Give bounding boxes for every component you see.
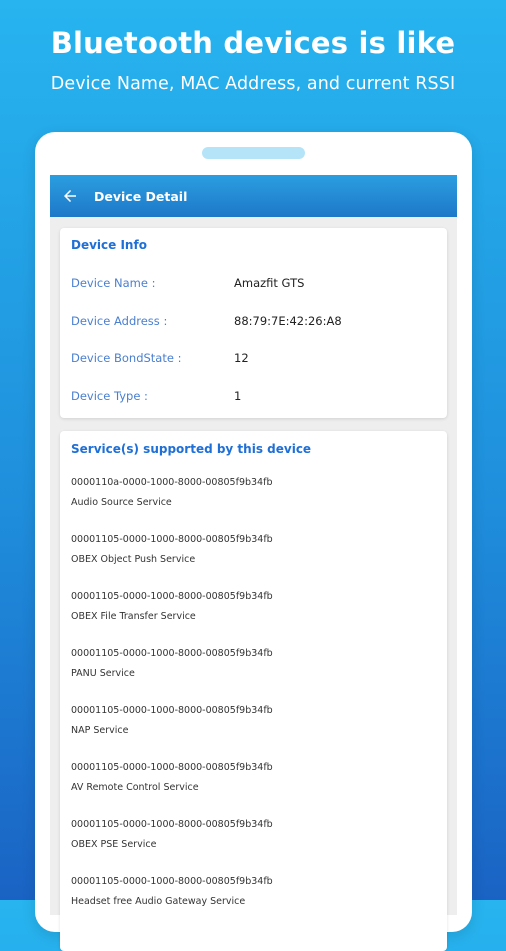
service-uuid: 00001105-0000-1000-8000-00805f9b34fb [71,819,273,830]
info-value: Amazfit GTS [234,276,305,290]
info-row-device-type [71,389,441,409]
service-uuid: 00001105-0000-1000-8000-00805f9b34fb [71,648,273,659]
service-uuid: 00001105-0000-1000-8000-00805f9b34fb [71,534,273,545]
info-label: Device BondState : [71,351,182,365]
info-row-bond-state [71,351,441,371]
service-uuid: 00001105-0000-1000-8000-00805f9b34fb [71,762,273,773]
list-item[interactable] [71,477,431,508]
app-bar [50,175,457,217]
page-title: Device Detail [94,188,188,204]
service-name: OBEX PSE Service [71,839,157,850]
list-item[interactable] [71,876,431,907]
list-item[interactable] [71,819,431,850]
info-row-device-name [71,276,441,296]
info-label: Device Name : [71,276,156,290]
services-title: Service(s) supported by this device [71,442,312,456]
service-name: OBEX File Transfer Service [71,611,196,622]
info-label: Device Type : [71,389,148,403]
arrow-left-icon [61,187,79,205]
service-name: OBEX Object Push Service [71,554,196,565]
back-button[interactable] [50,175,90,217]
list-item[interactable] [71,648,431,679]
info-value: 88:79:7E:42:26:A8 [234,314,342,328]
service-name: NAP Service [71,725,129,736]
list-item[interactable] [71,705,431,736]
list-item[interactable] [71,591,431,622]
info-label: Device Address : [71,314,168,328]
service-name: Headset free Audio Gateway Service [71,896,246,907]
service-name: AV Remote Control Service [71,782,199,793]
info-value: 1 [234,389,242,403]
app-screen [50,175,457,915]
info-row-device-address [71,314,441,334]
service-name: Audio Source Service [71,497,172,508]
phone-speaker [202,147,305,159]
device-info-title: Device Info [71,238,147,252]
promo-subline: Device Name, MAC Address, and current RSSI [50,74,456,94]
service-uuid: 00001105-0000-1000-8000-00805f9b34fb [71,705,273,716]
service-name: PANU Service [71,668,135,679]
phone-frame [35,132,472,932]
service-uuid: 00001105-0000-1000-8000-00805f9b34fb [71,876,273,887]
service-uuid: 00001105-0000-1000-8000-00805f9b34fb [71,591,273,602]
promo-headline: Bluetooth devices is like [50,26,456,60]
device-info-card [60,228,447,418]
services-card [60,431,447,951]
list-item[interactable] [71,534,431,565]
info-value: 12 [234,351,249,365]
list-item[interactable] [71,762,431,793]
service-uuid: 0000110a-0000-1000-8000-00805f9b34fb [71,477,273,488]
